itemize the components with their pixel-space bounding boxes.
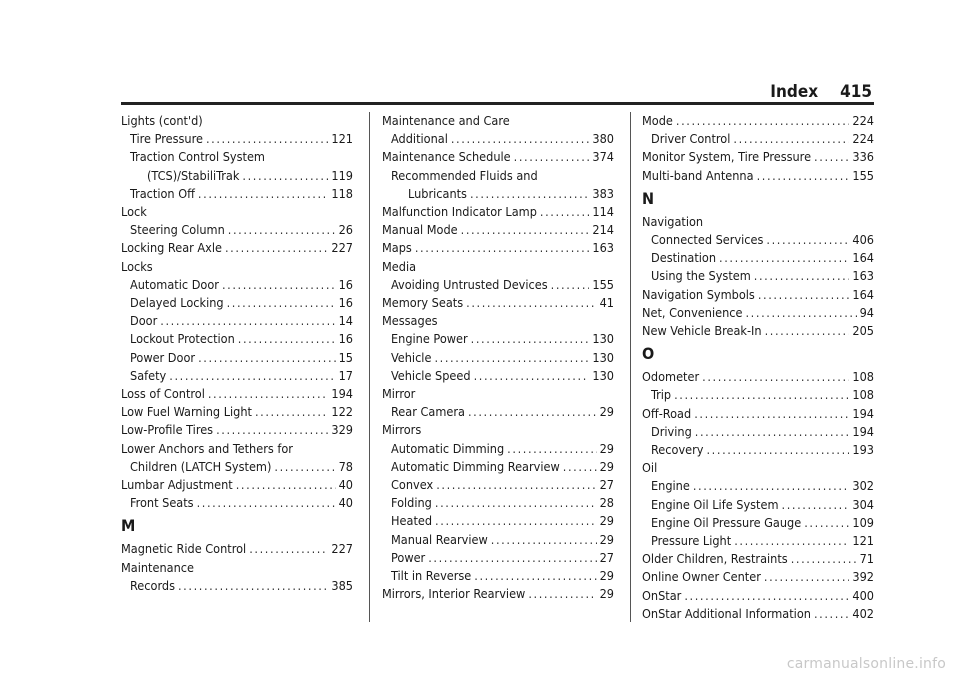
- entry-label: Manual Rearview: [391, 531, 488, 547]
- index-entry[interactable]: [382, 148, 614, 166]
- entry-page-number[interactable]: 163: [852, 268, 874, 284]
- entry-page-number[interactable]: 41: [599, 295, 614, 311]
- entry-page-number[interactable]: 29: [599, 458, 614, 474]
- entry-label: Mode: [642, 113, 673, 128]
- entry-label: Oil: [642, 460, 658, 476]
- entry-label: Monitor System, Tire Pressure: [642, 149, 812, 165]
- index-entry[interactable]: [382, 512, 614, 530]
- entry-page-number[interactable]: 121: [331, 131, 353, 147]
- index-column-2: [382, 112, 614, 603]
- entry-label: Safety: [130, 367, 167, 383]
- dot-leader: [563, 458, 597, 476]
- index-entry[interactable]: [642, 550, 874, 568]
- entry-page-number[interactable]: 40: [338, 495, 353, 511]
- entry-label: Traction Off: [130, 185, 195, 201]
- dot-leader: [791, 550, 857, 568]
- index-entry[interactable]: [121, 312, 353, 330]
- index-entry[interactable]: [642, 459, 874, 477]
- entry-page-number[interactable]: 29: [599, 586, 614, 602]
- index-entry[interactable]: [382, 294, 614, 312]
- entry-page-number[interactable]: 71: [859, 551, 874, 567]
- entry-label: Recovery: [651, 442, 704, 458]
- entry-label: Driving: [651, 423, 692, 439]
- index-entry[interactable]: [121, 577, 353, 595]
- entry-label: Lights (cont'd): [121, 113, 203, 128]
- dot-leader: [706, 441, 849, 459]
- entry-label: Tilt in Reverse: [391, 568, 472, 584]
- index-entry[interactable]: [121, 276, 353, 294]
- entry-label: Lower Anchors and Tethers for: [121, 440, 293, 456]
- entry-page-number[interactable]: 205: [852, 323, 874, 339]
- entry-label: OnStar: [642, 587, 682, 603]
- entry-label: Lock: [121, 204, 147, 220]
- dot-leader: [242, 167, 328, 185]
- entry-label: Memory Seats: [382, 295, 464, 311]
- entry-label: Power: [391, 549, 426, 565]
- column-divider: [630, 112, 631, 622]
- entry-label: Tire Pressure: [130, 131, 203, 147]
- entry-page-number[interactable]: 121: [852, 533, 874, 549]
- dot-leader: [222, 276, 336, 294]
- dot-leader: [470, 185, 589, 203]
- index-entry[interactable]: [642, 286, 874, 304]
- dot-leader: [468, 403, 597, 421]
- entry-page-number[interactable]: 16: [338, 331, 353, 347]
- index-entry[interactable]: [382, 567, 614, 585]
- dot-leader: [274, 458, 335, 476]
- index-entry[interactable]: [382, 330, 614, 348]
- index-entry[interactable]: [382, 403, 614, 421]
- entry-label: Manual Mode: [382, 222, 458, 238]
- entry-page-number[interactable]: 164: [852, 286, 874, 302]
- dot-leader: [684, 587, 849, 605]
- entry-page-number[interactable]: 29: [599, 440, 614, 456]
- entry-label: Automatic Dimming Rearview: [391, 458, 560, 474]
- entry-page-number[interactable]: 28: [599, 495, 614, 511]
- index-entry[interactable]: [121, 294, 353, 312]
- section-letter: O: [642, 344, 655, 364]
- entry-page-number[interactable]: 17: [338, 367, 353, 383]
- page-header: [770, 82, 872, 102]
- dot-leader: [693, 477, 850, 495]
- entry-page-number[interactable]: 16: [338, 276, 353, 292]
- index-entry[interactable]: [382, 531, 614, 549]
- entry-label: Power Door: [130, 349, 196, 365]
- entry-page-number[interactable]: 27: [599, 477, 614, 493]
- entry-label: Automatic Dimming: [391, 440, 505, 456]
- index-entry[interactable]: [121, 421, 353, 439]
- index-entry[interactable]: [382, 239, 614, 257]
- dot-leader: [514, 148, 590, 166]
- index-entry[interactable]: [382, 385, 614, 403]
- entry-label: Engine Oil Life System: [651, 496, 779, 512]
- dot-leader: [436, 476, 596, 494]
- entry-label: Destination: [651, 250, 717, 266]
- index-entry[interactable]: [382, 130, 614, 148]
- index-entry[interactable]: [642, 304, 874, 322]
- dot-leader: [227, 294, 336, 312]
- entry-page-number[interactable]: 385: [331, 577, 353, 593]
- entry-label: OnStar Additional Information: [642, 605, 811, 621]
- index-entry[interactable]: [642, 496, 874, 514]
- entry-page-number[interactable]: 392: [852, 569, 874, 585]
- index-entry[interactable]: [382, 367, 614, 385]
- dot-leader: [764, 568, 849, 586]
- entry-page-number[interactable]: 114: [592, 204, 614, 220]
- entry-label: Low Fuel Warning Light: [121, 404, 252, 420]
- dot-leader: [236, 476, 336, 494]
- dot-leader: [461, 221, 590, 239]
- entry-page-number[interactable]: 26: [338, 222, 353, 238]
- index-entry[interactable]: [121, 221, 353, 239]
- dot-leader: [198, 185, 328, 203]
- entry-label: Connected Services: [651, 232, 764, 248]
- entry-label: Rear Camera: [391, 404, 465, 420]
- index-entry[interactable]: [642, 441, 874, 459]
- entry-label: Delayed Locking: [130, 295, 224, 311]
- entry-page-number[interactable]: 29: [599, 404, 614, 420]
- dot-leader: [238, 330, 336, 348]
- entry-page-number[interactable]: 304: [852, 496, 874, 512]
- entry-page-number[interactable]: 122: [331, 404, 353, 420]
- entry-page-number[interactable]: 119: [331, 167, 353, 183]
- entry-page-number[interactable]: 155: [852, 167, 874, 183]
- dot-leader: [719, 249, 849, 267]
- dot-leader: [197, 494, 336, 512]
- index-entry[interactable]: [382, 112, 614, 130]
- entry-page-number[interactable]: 27: [599, 549, 614, 565]
- index-entry[interactable]: [382, 258, 614, 276]
- entry-label: Additional: [391, 131, 448, 147]
- dot-leader: [160, 312, 335, 330]
- index-entry[interactable]: [642, 322, 874, 340]
- entry-label: Loss of Control: [121, 386, 205, 402]
- dot-leader: [216, 421, 328, 439]
- index-entry[interactable]: [382, 476, 614, 494]
- dot-leader: [451, 130, 590, 148]
- dot-leader: [766, 231, 849, 249]
- entry-page-number[interactable]: 227: [331, 240, 353, 256]
- dot-leader: [225, 239, 328, 257]
- entry-label: Driver Control: [651, 131, 731, 147]
- entry-label: Trip: [651, 387, 672, 403]
- index-entry[interactable]: [121, 330, 353, 348]
- index-entry[interactable]: [121, 559, 353, 577]
- dot-leader: [206, 130, 328, 148]
- entry-page-number[interactable]: 29: [599, 513, 614, 529]
- dot-leader: [169, 367, 335, 385]
- entry-label: Records: [130, 577, 175, 593]
- dot-leader: [249, 540, 328, 558]
- header-rule: [121, 102, 874, 105]
- dot-leader: [255, 403, 328, 421]
- dot-leader: [804, 514, 849, 532]
- entry-label: Folding: [391, 495, 432, 511]
- entry-page-number[interactable]: 164: [852, 250, 874, 266]
- entry-page-number[interactable]: 224: [852, 131, 874, 147]
- entry-page-number[interactable]: 29: [599, 568, 614, 584]
- index-entry[interactable]: [121, 349, 353, 367]
- entry-page-number[interactable]: 14: [338, 313, 353, 329]
- dot-leader: [415, 239, 590, 257]
- entry-page-number[interactable]: 336: [852, 149, 874, 165]
- entry-label: Convex: [391, 477, 434, 493]
- index-column-3: [642, 112, 874, 623]
- index-entry[interactable]: [121, 203, 353, 221]
- entry-page-number[interactable]: 302: [852, 478, 874, 494]
- entry-label: Odometer: [642, 369, 700, 385]
- index-entry[interactable]: [121, 258, 353, 276]
- entry-label: Navigation Symbols: [642, 286, 755, 302]
- dot-leader: [528, 585, 596, 603]
- index-entry[interactable]: [642, 130, 874, 148]
- index-entry[interactable]: [382, 221, 614, 239]
- index-entry[interactable]: [642, 514, 874, 532]
- dot-leader: [208, 385, 329, 403]
- column-divider: [369, 112, 370, 622]
- entry-label: Net, Convenience: [642, 304, 743, 320]
- entry-label: Front Seats: [130, 495, 194, 511]
- entry-page-number[interactable]: 78: [338, 458, 353, 474]
- entry-label: Low-Profile Tires: [121, 422, 214, 438]
- dot-leader: [228, 221, 336, 239]
- index-entry[interactable]: [642, 532, 874, 550]
- dot-leader: [782, 496, 850, 514]
- page-number: 415: [840, 82, 872, 102]
- entry-label: Recommended Fluids and: [391, 167, 538, 183]
- index-entry[interactable]: [121, 403, 353, 421]
- entry-label: New Vehicle Break-In: [642, 323, 762, 339]
- entry-page-number[interactable]: 15: [338, 349, 353, 365]
- index-entry[interactable]: [642, 148, 874, 166]
- entry-label: Navigation: [642, 213, 704, 229]
- entry-page-number[interactable]: 194: [852, 423, 874, 439]
- entry-page-number[interactable]: 163: [592, 240, 614, 256]
- dot-leader: [540, 203, 589, 221]
- entry-label: Magnetic Ride Control: [121, 541, 247, 557]
- index-entry[interactable]: [382, 203, 614, 221]
- entry-label: Engine Oil Pressure Gauge: [651, 514, 802, 530]
- entry-page-number[interactable]: 130: [592, 367, 614, 383]
- entry-page-number[interactable]: 380: [592, 131, 614, 147]
- entry-page-number[interactable]: 29: [599, 531, 614, 547]
- index-entry[interactable]: [642, 112, 874, 130]
- dot-leader: [733, 130, 849, 148]
- entry-label: Messages: [382, 313, 438, 329]
- entry-page-number[interactable]: 40: [338, 477, 353, 493]
- dot-leader: [551, 276, 590, 294]
- entry-page-number[interactable]: 227: [331, 541, 353, 557]
- entry-label: Avoiding Untrusted Devices: [391, 276, 548, 292]
- index-entry[interactable]: [121, 540, 353, 558]
- dot-leader: [674, 386, 849, 404]
- entry-label: Heated: [391, 513, 433, 529]
- index-entry[interactable]: [642, 368, 874, 386]
- entry-page-number[interactable]: 194: [331, 386, 353, 402]
- index-entry[interactable]: [382, 185, 614, 203]
- dot-leader: [491, 531, 597, 549]
- entry-page-number[interactable]: 214: [592, 222, 614, 238]
- index-entry[interactable]: [642, 587, 874, 605]
- index-entry[interactable]: [642, 213, 874, 231]
- index-entry[interactable]: [642, 477, 874, 495]
- index-entry[interactable]: [121, 130, 353, 148]
- entry-label: Lumbar Adjustment: [121, 477, 233, 493]
- entry-page-number[interactable]: 130: [592, 331, 614, 347]
- index-entry[interactable]: [642, 423, 874, 441]
- dot-leader: [758, 286, 850, 304]
- entry-label: Media: [382, 258, 417, 274]
- index-entry[interactable]: [642, 249, 874, 267]
- index-entry[interactable]: [382, 585, 614, 603]
- entry-page-number[interactable]: 94: [859, 304, 874, 320]
- entry-label: Lubricants: [408, 185, 467, 201]
- entry-label: Maintenance and Care: [382, 113, 510, 128]
- entry-page-number[interactable]: 118: [331, 185, 353, 201]
- index-entry[interactable]: [382, 494, 614, 512]
- entry-page-number[interactable]: 193: [852, 442, 874, 458]
- index-entry[interactable]: [382, 276, 614, 294]
- dot-leader: [814, 148, 849, 166]
- index-entry[interactable]: [121, 458, 353, 476]
- dot-leader: [814, 605, 849, 623]
- dot-leader: [435, 494, 597, 512]
- entry-page-number[interactable]: 108: [852, 369, 874, 385]
- entry-page-number[interactable]: 406: [852, 232, 874, 248]
- index-entry[interactable]: [382, 458, 614, 476]
- index-entry[interactable]: [121, 148, 353, 166]
- entry-label: Maps: [382, 240, 412, 256]
- dot-leader: [507, 440, 596, 458]
- entry-label: Engine: [651, 478, 690, 494]
- index-entry[interactable]: [121, 185, 353, 203]
- dot-leader: [474, 567, 596, 585]
- entry-label: Online Owner Center: [642, 569, 761, 585]
- entry-label: Lockout Protection: [130, 331, 235, 347]
- entry-label: (TCS)/StabiliTrak: [147, 167, 240, 183]
- dot-leader: [754, 267, 850, 285]
- entry-label: Children (LATCH System): [130, 458, 272, 474]
- index-entry[interactable]: [121, 385, 353, 403]
- entry-label: Vehicle: [391, 349, 432, 365]
- entry-label: Steering Column: [130, 222, 225, 238]
- dot-leader: [734, 532, 849, 550]
- dot-leader: [694, 405, 849, 423]
- dot-leader: [676, 112, 849, 130]
- index-entry[interactable]: [121, 367, 353, 385]
- entry-label: Older Children, Restraints: [642, 551, 788, 567]
- index-entry[interactable]: [642, 568, 874, 586]
- entry-label: Automatic Door: [130, 276, 219, 292]
- entry-page-number[interactable]: 108: [852, 387, 874, 403]
- index-entry[interactable]: [642, 386, 874, 404]
- index-entry[interactable]: [382, 440, 614, 458]
- entry-page-number[interactable]: 130: [592, 349, 614, 365]
- entry-page-number[interactable]: 383: [592, 185, 614, 201]
- dot-leader: [434, 349, 589, 367]
- index-entry[interactable]: [642, 405, 874, 423]
- dot-leader: [695, 423, 850, 441]
- page-title: Index: [770, 82, 819, 102]
- dot-leader: [757, 167, 850, 185]
- entry-page-number[interactable]: 402: [852, 605, 874, 621]
- index-entry[interactable]: [642, 167, 874, 185]
- entry-page-number[interactable]: 224: [852, 113, 874, 128]
- index-entry[interactable]: [382, 312, 614, 330]
- dot-leader: [428, 549, 596, 567]
- index-entry[interactable]: [642, 231, 874, 249]
- entry-label: Using the System: [651, 268, 751, 284]
- dot-leader: [702, 368, 849, 386]
- index-entry[interactable]: [121, 440, 353, 458]
- index-entry[interactable]: [642, 267, 874, 285]
- index-entry[interactable]: [382, 167, 614, 185]
- entry-label: Locks: [121, 258, 153, 274]
- entry-page-number[interactable]: 155: [592, 276, 614, 292]
- entry-label: Door: [130, 313, 158, 329]
- entry-label: Multi-band Antenna: [642, 167, 754, 183]
- section-letter: N: [642, 188, 655, 208]
- entry-label: Pressure Light: [651, 533, 732, 549]
- dot-leader: [471, 330, 590, 348]
- entry-page-number[interactable]: 194: [852, 405, 874, 421]
- entry-label: Traction Control System: [130, 149, 265, 165]
- entry-label: Mirrors, Interior Rearview: [382, 586, 526, 602]
- entry-page-number[interactable]: 400: [852, 587, 874, 603]
- entry-page-number[interactable]: 329: [331, 422, 353, 438]
- entry-label: Maintenance: [121, 559, 194, 575]
- dot-leader: [178, 577, 328, 595]
- entry-label: Off-Road: [642, 405, 692, 421]
- entry-label: Engine Power: [391, 331, 468, 347]
- dot-leader: [474, 367, 590, 385]
- index-entry[interactable]: [121, 239, 353, 257]
- index-entry[interactable]: [121, 494, 353, 512]
- entry-page-number[interactable]: 16: [338, 295, 353, 311]
- index-entry[interactable]: [121, 167, 353, 185]
- dot-leader: [765, 322, 850, 340]
- index-entry[interactable]: [382, 549, 614, 567]
- entry-page-number[interactable]: 109: [852, 514, 874, 530]
- section-letter: M: [121, 516, 136, 536]
- watermark: carmanualsonline.info: [786, 656, 946, 672]
- entry-label: Vehicle Speed: [391, 367, 471, 383]
- entry-label: Malfunction Indicator Lamp: [382, 204, 537, 220]
- dot-leader: [745, 304, 856, 322]
- index-entry[interactable]: [382, 349, 614, 367]
- entry-label: Maintenance Schedule: [382, 149, 511, 165]
- entry-label: Mirror: [382, 386, 416, 402]
- index-entry[interactable]: [382, 421, 614, 439]
- index-entry[interactable]: [121, 112, 353, 130]
- dot-leader: [466, 294, 596, 312]
- entry-page-number[interactable]: 374: [592, 149, 614, 165]
- index-column-1: [121, 112, 353, 595]
- dot-leader: [435, 512, 597, 530]
- entry-label: Locking Rear Axle: [121, 240, 222, 256]
- index-entry[interactable]: [642, 605, 874, 623]
- dot-leader: [198, 349, 336, 367]
- entry-label: Mirrors: [382, 422, 422, 438]
- index-entry[interactable]: [121, 476, 353, 494]
